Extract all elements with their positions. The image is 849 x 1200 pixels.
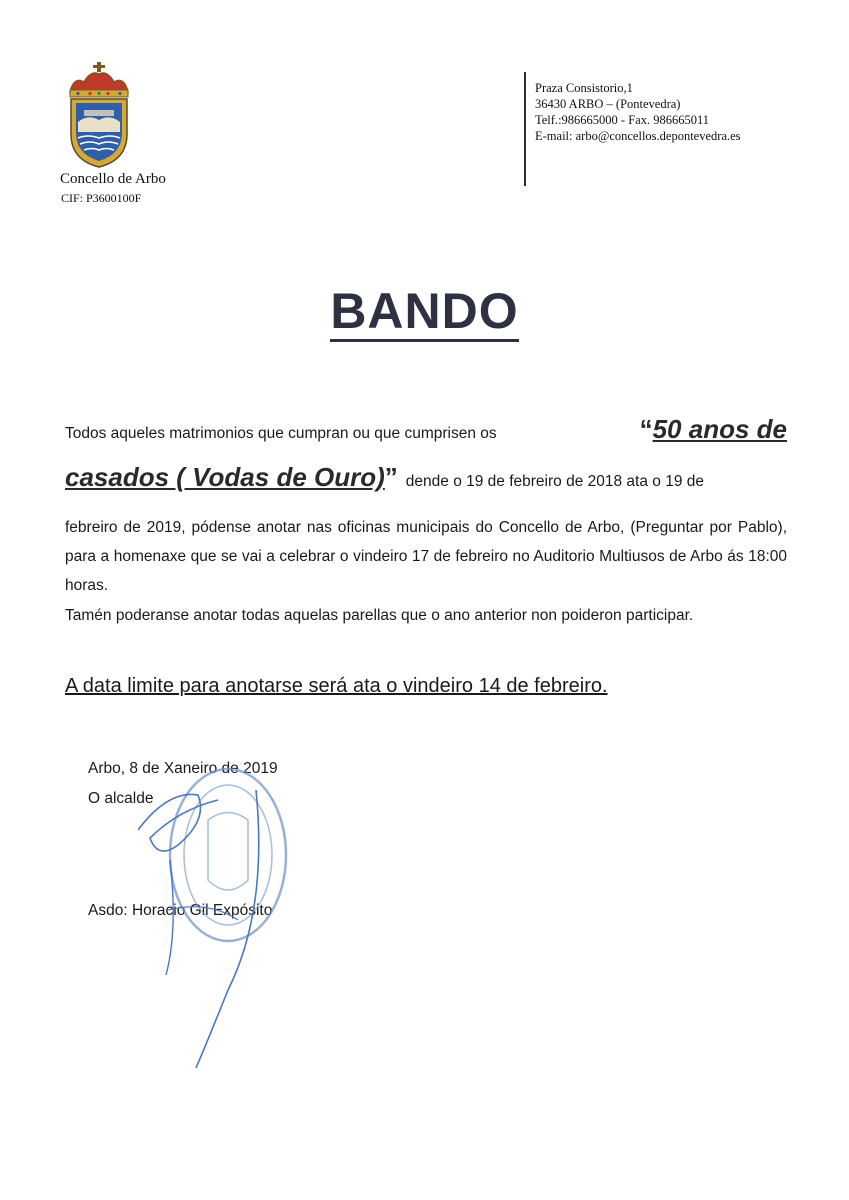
organization-name: Concello de Arbo: [60, 171, 166, 187]
highlight-line-1: [640, 414, 787, 445]
address-line: Telf.:986665000 - Fax. 986665011: [535, 113, 709, 127]
signer-role: O alcalde: [88, 790, 154, 807]
header-divider: [524, 72, 526, 186]
address-line: E-mail: arbo@concellos.depontevedra.es: [535, 129, 741, 143]
place-and-date: Arbo, 8 de Xaneiro de 2019: [88, 760, 278, 777]
paragraph-1-tail: dende o 19 de febreiro de 2018 ata o 19 de: [405, 473, 704, 490]
document-title: [0, 282, 849, 340]
paragraph-1-line-1: [65, 414, 787, 445]
highlight-golden-wedding: casados ( Vodas de Ouro): [65, 462, 385, 492]
paragraph-2: Tamén poderanse anotar todas aquelas parellas que o ano anterior non poideron participar.: [65, 607, 694, 624]
address-line: Praza Consistorio,1: [535, 81, 633, 95]
paragraph-1-rest: febreiro de 2019, pódense anotar nas oficinas municipais do Concello de Arbo, (Preguntar por Pablo), para a homenaxe que se vai a celebrar o vindeiro 17 de febreiro no Auditorio Multiusos de Arbo ás 18:00 horas.: [65, 519, 787, 594]
paragraph-1-line-2: [65, 462, 787, 493]
document-title-text: BANDO: [330, 283, 518, 342]
official-seal-and-signature-icon: [138, 750, 308, 1080]
signer-name: Asdo: Horacio Gil Expósito: [88, 902, 273, 919]
municipal-coat-of-arms-icon: [64, 62, 134, 170]
close-quote: ”: [384, 462, 398, 492]
organization-cif: CIF: P3600100F: [61, 191, 142, 205]
paragraph-1-start: Todos aqueles matrimonios que cumpran ou que cumprisen os: [65, 425, 497, 442]
address-line: 36430 ARBO – (Pontevedra): [535, 97, 681, 111]
contact-address-block: [535, 80, 741, 144]
deadline-notice: A data limite para anotarse será ata o vindeiro 14 de febreiro.: [65, 675, 608, 697]
highlight-50-years: 50 anos de: [652, 414, 787, 444]
open-quote: “: [639, 414, 653, 444]
